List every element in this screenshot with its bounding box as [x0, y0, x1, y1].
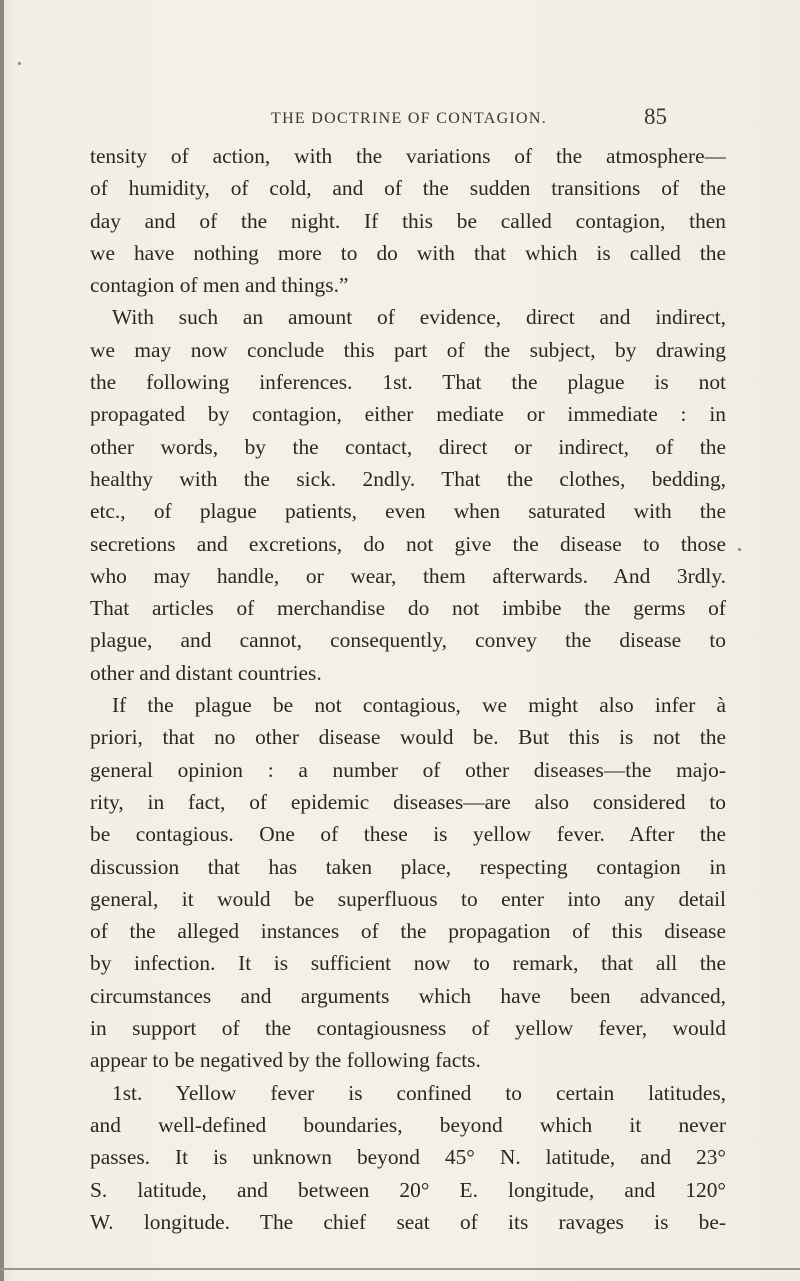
text-line: appear to be negatived by the following facts. [90, 1048, 481, 1073]
text-line: secretions and excretions, do not give the disease to those [90, 531, 726, 556]
text-line: other words, by the contact, direct or indirect, of the [90, 434, 726, 459]
body-text [90, 140, 726, 1238]
text-line: plague, and cannot, consequently, convey the disease to [90, 628, 726, 653]
text-line: the following inferences. 1st. That the plague is not [90, 370, 726, 395]
text-line: rity, in fact, of epidemic diseases—are also considered to [90, 789, 726, 814]
page-gutter-edge [0, 0, 4, 1281]
running-header-title: THE DOCTRINE OF CONTAGION. [271, 110, 548, 127]
text-line: S. latitude, and between 20° E. longitude, and 120° [90, 1177, 726, 1202]
page-bottom-edge [0, 1268, 800, 1270]
running-header [0, 104, 800, 134]
text-line: we have nothing more to do with that which is called the [90, 240, 726, 265]
text-line: W. longitude. The chief seat of its ravages is be- [90, 1209, 726, 1234]
text-line: general opinion : a number of other diseases—the majo- [90, 757, 726, 782]
paragraph-start-line: With such an amount of evidence, direct and indirect, [112, 305, 726, 330]
text-line: who may handle, or wear, them afterwards. And 3rdly. [90, 563, 726, 588]
page-number: 85 [644, 104, 667, 129]
text-line: we may now conclude this part of the subject, by drawing [90, 337, 726, 362]
text-line: and well-defined boundaries, beyond which it never [90, 1112, 726, 1137]
text-line: of humidity, of cold, and of the sudden transitions of the [90, 176, 726, 201]
text-line: healthy with the sick. 2ndly. That the clothes, bedding, [90, 466, 726, 491]
text-line: in support of the contagiousness of yellow fever, would [90, 1016, 726, 1041]
paper-speck [738, 548, 741, 551]
text-line: circumstances and arguments which have been advanced, [90, 983, 726, 1008]
text-line: of the alleged instances of the propagation of this disease [90, 919, 726, 944]
text-line: discussion that has taken place, respecting contagion in [90, 854, 726, 879]
text-line: other and distant countries. [90, 660, 322, 685]
text-line: propagated by contagion, either mediate or immediate : in [90, 402, 726, 427]
text-line: by infection. It is sufficient now to remark, that all the [90, 951, 726, 976]
paragraph-start-line: 1st. Yellow fever is confined to certain latitudes, [112, 1080, 726, 1105]
text-line: general, it would be superfluous to enter into any detail [90, 886, 726, 911]
text-line: passes. It is unknown beyond 45° N. latitude, and 23° [90, 1145, 726, 1170]
text-line: etc., of plague patients, even when saturated with the [90, 499, 726, 524]
text-line: be contagious. One of these is yellow fever. After the [90, 822, 726, 847]
paper-speck [18, 62, 21, 65]
paragraph-start-line: If the plague be not contagious, we might also infer à [112, 693, 726, 718]
text-line: tensity of action, with the variations of the atmosphere— [90, 144, 726, 168]
text-line: day and of the night. If this be called contagion, then [90, 208, 726, 233]
text-line: contagion of men and things.” [90, 273, 349, 298]
text-line: priori, that no other disease would be. But this is not the [90, 725, 726, 750]
text-line: That articles of merchandise do not imbibe the germs of [90, 596, 726, 621]
